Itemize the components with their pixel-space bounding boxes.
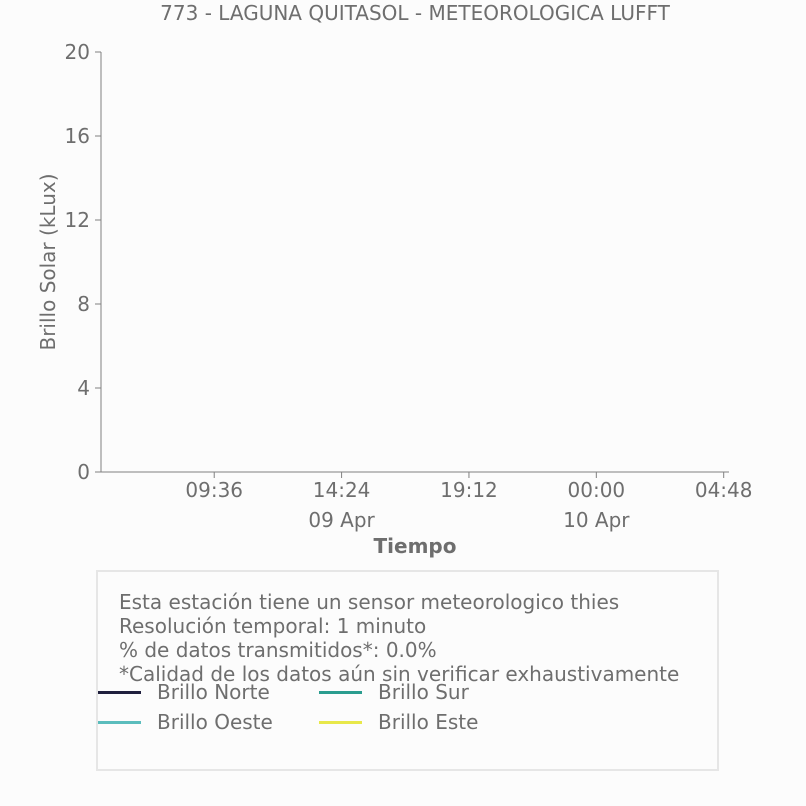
x-axis-ticks xyxy=(185,472,752,532)
y-tick-label: 20 xyxy=(64,40,90,64)
y-tick-label: 4 xyxy=(77,376,90,400)
legend-swatch-brillo-sur xyxy=(319,691,362,694)
x-tick-label: 04:48 xyxy=(694,478,753,502)
info-transmitted-text: % de datos transmitidos*: 0.0% xyxy=(119,638,437,662)
y-tick-label: 12 xyxy=(64,208,90,232)
x-tick-label: 09:36 xyxy=(185,478,244,502)
y-tick-label: 0 xyxy=(77,460,90,484)
legend-swatch-brillo-norte xyxy=(98,691,141,694)
legend-swatch-brillo-oeste xyxy=(98,721,141,724)
x-axis-label: Tiempo xyxy=(373,534,457,558)
info-resolution-text: Resolución temporal: 1 minuto xyxy=(119,614,427,638)
legend-label: Brillo Sur xyxy=(378,680,469,704)
y-axis-ticks xyxy=(65,40,101,484)
info-sensor-text: Esta estación tiene un sensor meteorologico thies xyxy=(119,590,620,614)
info-quality-note: *Calidad de los datos aún sin verificar exhaustivamente xyxy=(119,662,680,686)
legend-item-brillo-oeste[interactable] xyxy=(98,710,273,734)
legend-item-brillo-norte[interactable] xyxy=(98,680,270,704)
legend-item-brillo-este[interactable] xyxy=(319,710,478,734)
legend-label: Brillo Este xyxy=(378,710,479,734)
legend-label: Brillo Norte xyxy=(157,680,270,704)
x-tick-date-label: 10 Apr xyxy=(563,508,630,532)
x-tick-date-label: 09 Apr xyxy=(308,508,375,532)
legend-label: Brillo Oeste xyxy=(157,710,273,734)
legend-item-brillo-sur[interactable] xyxy=(319,680,469,704)
y-tick-label: 16 xyxy=(64,124,90,148)
x-tick-label: 00:00 xyxy=(567,478,626,502)
y-axis-label: Brillo Solar (kLux) xyxy=(36,173,60,351)
x-tick-label: 19:12 xyxy=(440,478,498,502)
x-tick-label: 14:24 xyxy=(312,478,371,502)
y-tick-label: 8 xyxy=(77,292,90,316)
legend-swatch-brillo-este xyxy=(319,721,362,724)
info-box xyxy=(96,570,719,771)
chart-title: 773 - LAGUNA QUITASOL - METEOROLOGICA LUFFT xyxy=(160,1,670,25)
